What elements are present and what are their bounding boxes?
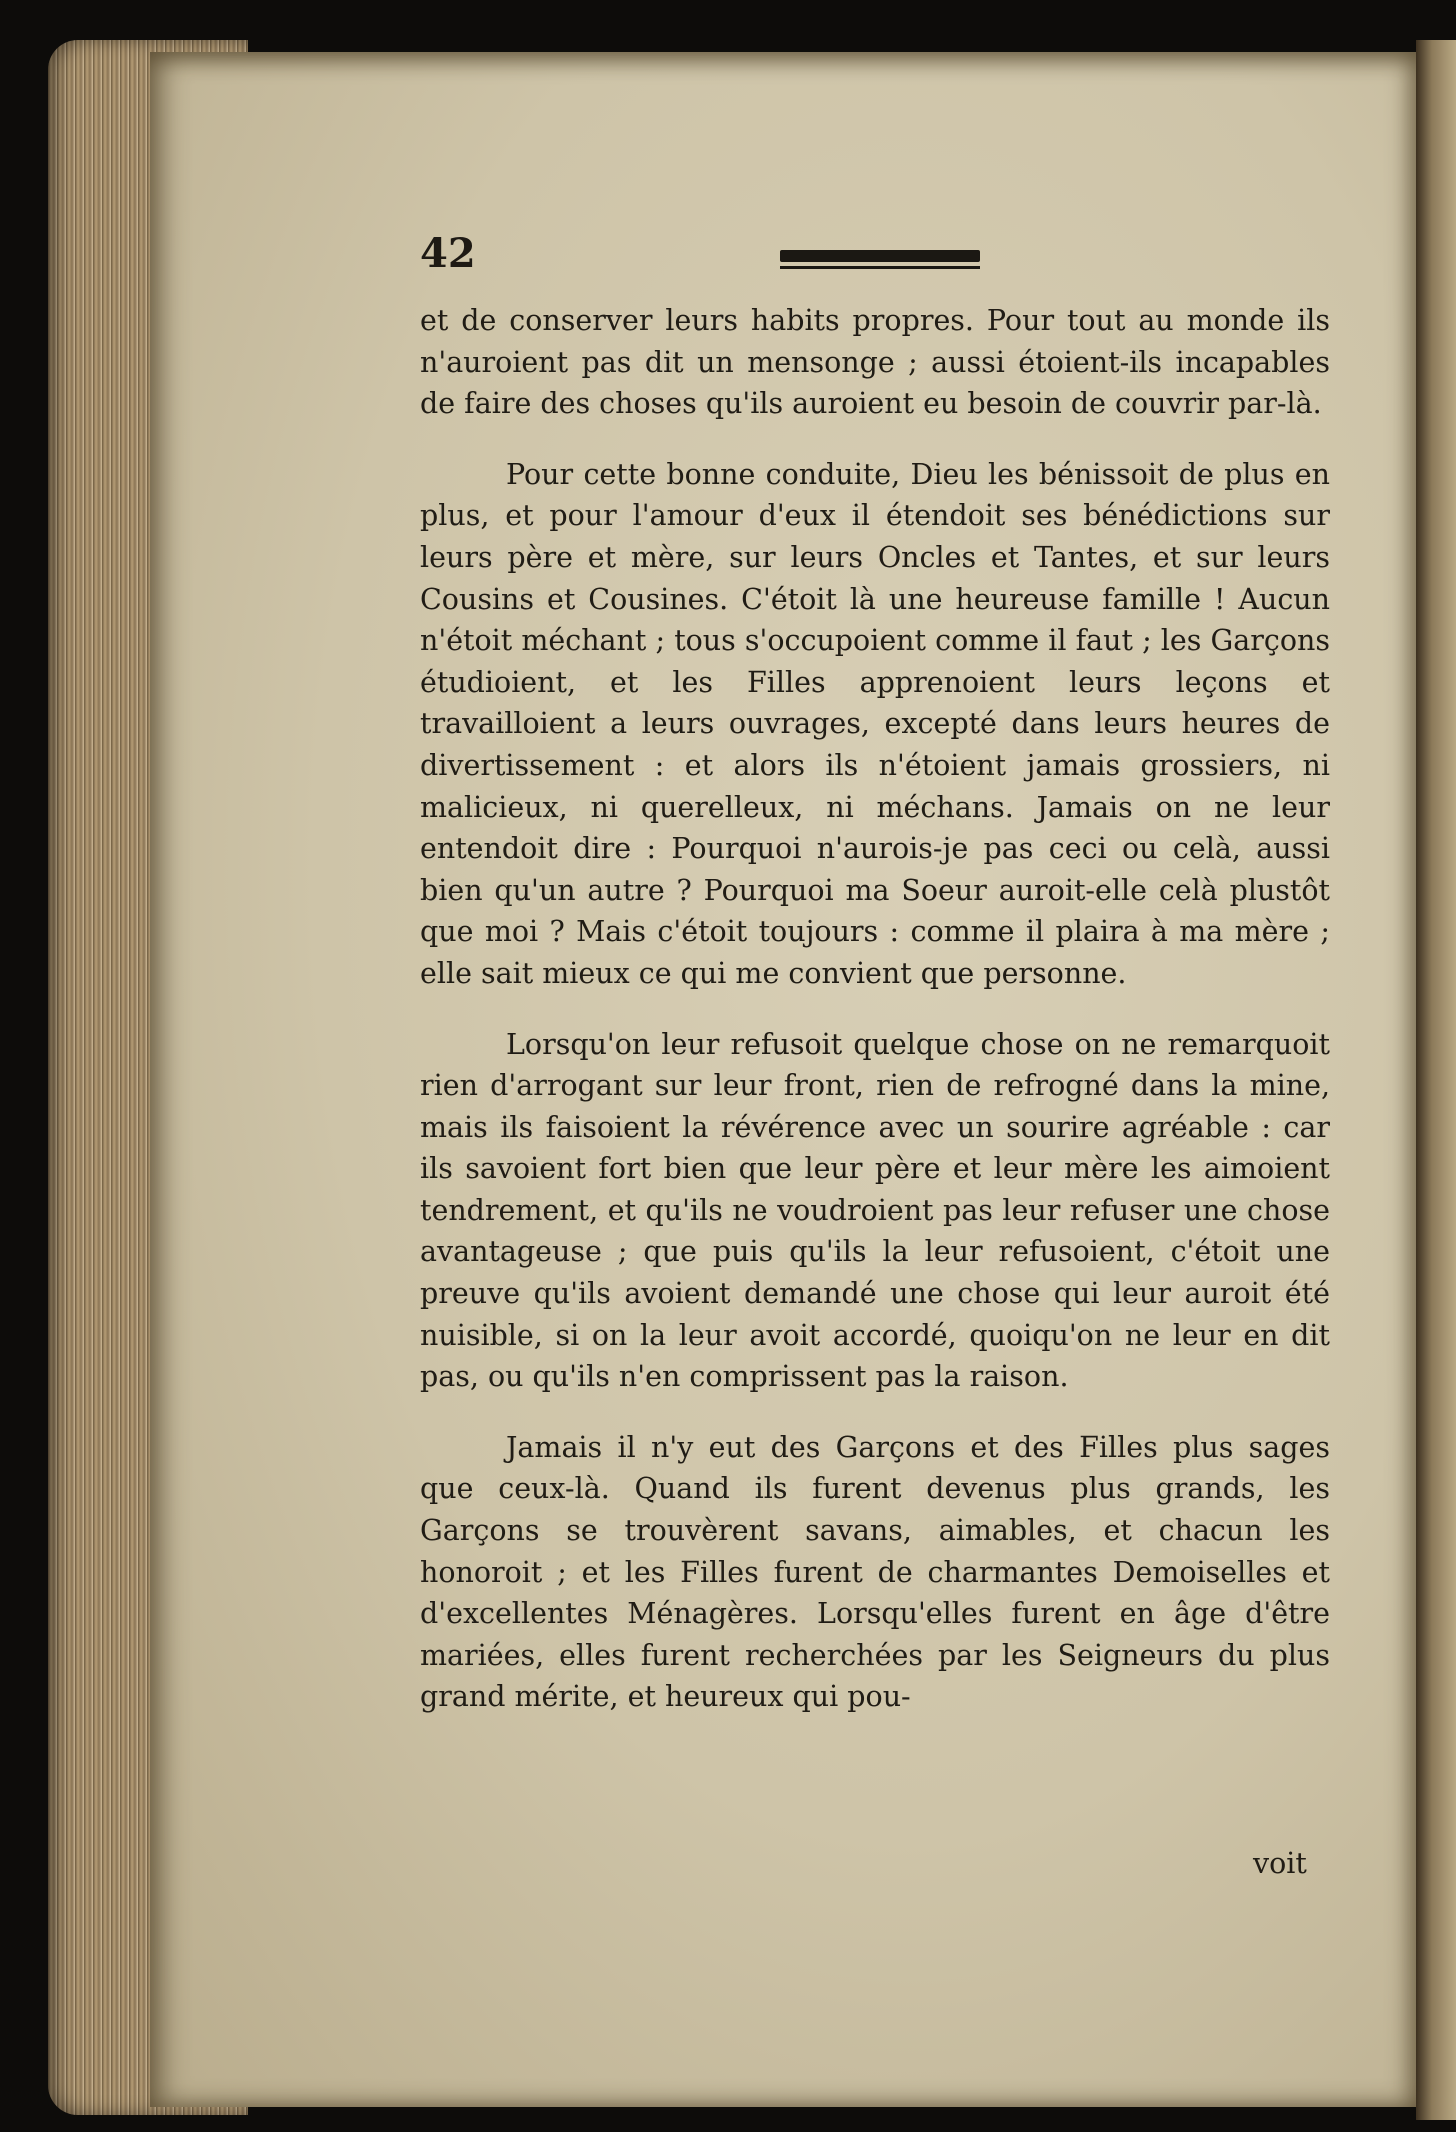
- paragraph-4: Jamais il n'y eut des Garçons et des Filles plus sages que ceux-là. Quand ils furent devenus plus grands, les Garçons se trouvèrent savans, aimables, et chacun les honoroit ; et les Filles furent de charmantes Demoiselles et d'excellentes Ménagères. Lorsqu'elles furent en âge d'être mariées, elles furent recherchées par les Seigneurs du plus grand mérite, et heureux qui pou-: [420, 1430, 1330, 1714]
- book-gutter: [1416, 40, 1456, 2120]
- header-ornament-rule: [780, 250, 980, 262]
- paragraph-3: Lorsqu'on leur refusoit quelque chose on ne remarquoit rien d'arrogant sur leur front, rien de refrogné dans la mine, mais ils faisoient la révérence avec un sourire agréable : car ils savoient fort bien que leur père et leur mère les aimoient tendrement, et qu'ils ne voudroient pas leur refuser une chose avantageuse ; que puis qu'ils la leur refusoient, c'étoit une preuve qu'ils avoient demandé une chose qui leur auroit été nuisible, si on la leur avoit accordé, quoiqu'on ne leur en dit pas, ou qu'ils n'en comprissent pas la raison.: [420, 1027, 1330, 1394]
- page-number: 42: [420, 230, 476, 277]
- page-header: [420, 230, 1320, 280]
- paragraph-1: et de conserver leurs habits propres. Pour tout au monde ils n'auroient pas dit un mensonge ; aussi étoient-ils incapables de faire des choses qu'ils auroient eu besoin de couvrir par-là.: [420, 304, 1330, 421]
- body-text: [420, 300, 1330, 1747]
- catchword: voit: [1253, 1847, 1307, 1880]
- paragraph-2: Pour cette bonne conduite, Dieu les bénissoit de plus en plus, et pour l'amour d'eux il étendoit ses bénédictions sur leurs père et mère, sur leurs Oncles et Tantes, et sur leurs Cousins et Cousines. C'étoit là une heureuse famille ! Aucun n'étoit méchant ; tous s'occupoient comme il faut ; les Garçons étudioient, et les Filles apprenoient leurs leçons et travailloient a leurs ouvrages, excepté dans leurs heures de divertissement : et alors ils n'étoient jamais grossiers, ni malicieux, ni querelleux, ni méchans. Jamais on ne leur entendoit dire : Pourquoi n'aurois-je pas ceci ou celà, aussi bien qu'un autre ? Pourquoi ma Soeur auroit-elle celà plustôt que moi ? Mais c'étoit toujours : comme il plaira à ma mère ; elle sait mieux ce qui me convient que personne.: [420, 457, 1330, 990]
